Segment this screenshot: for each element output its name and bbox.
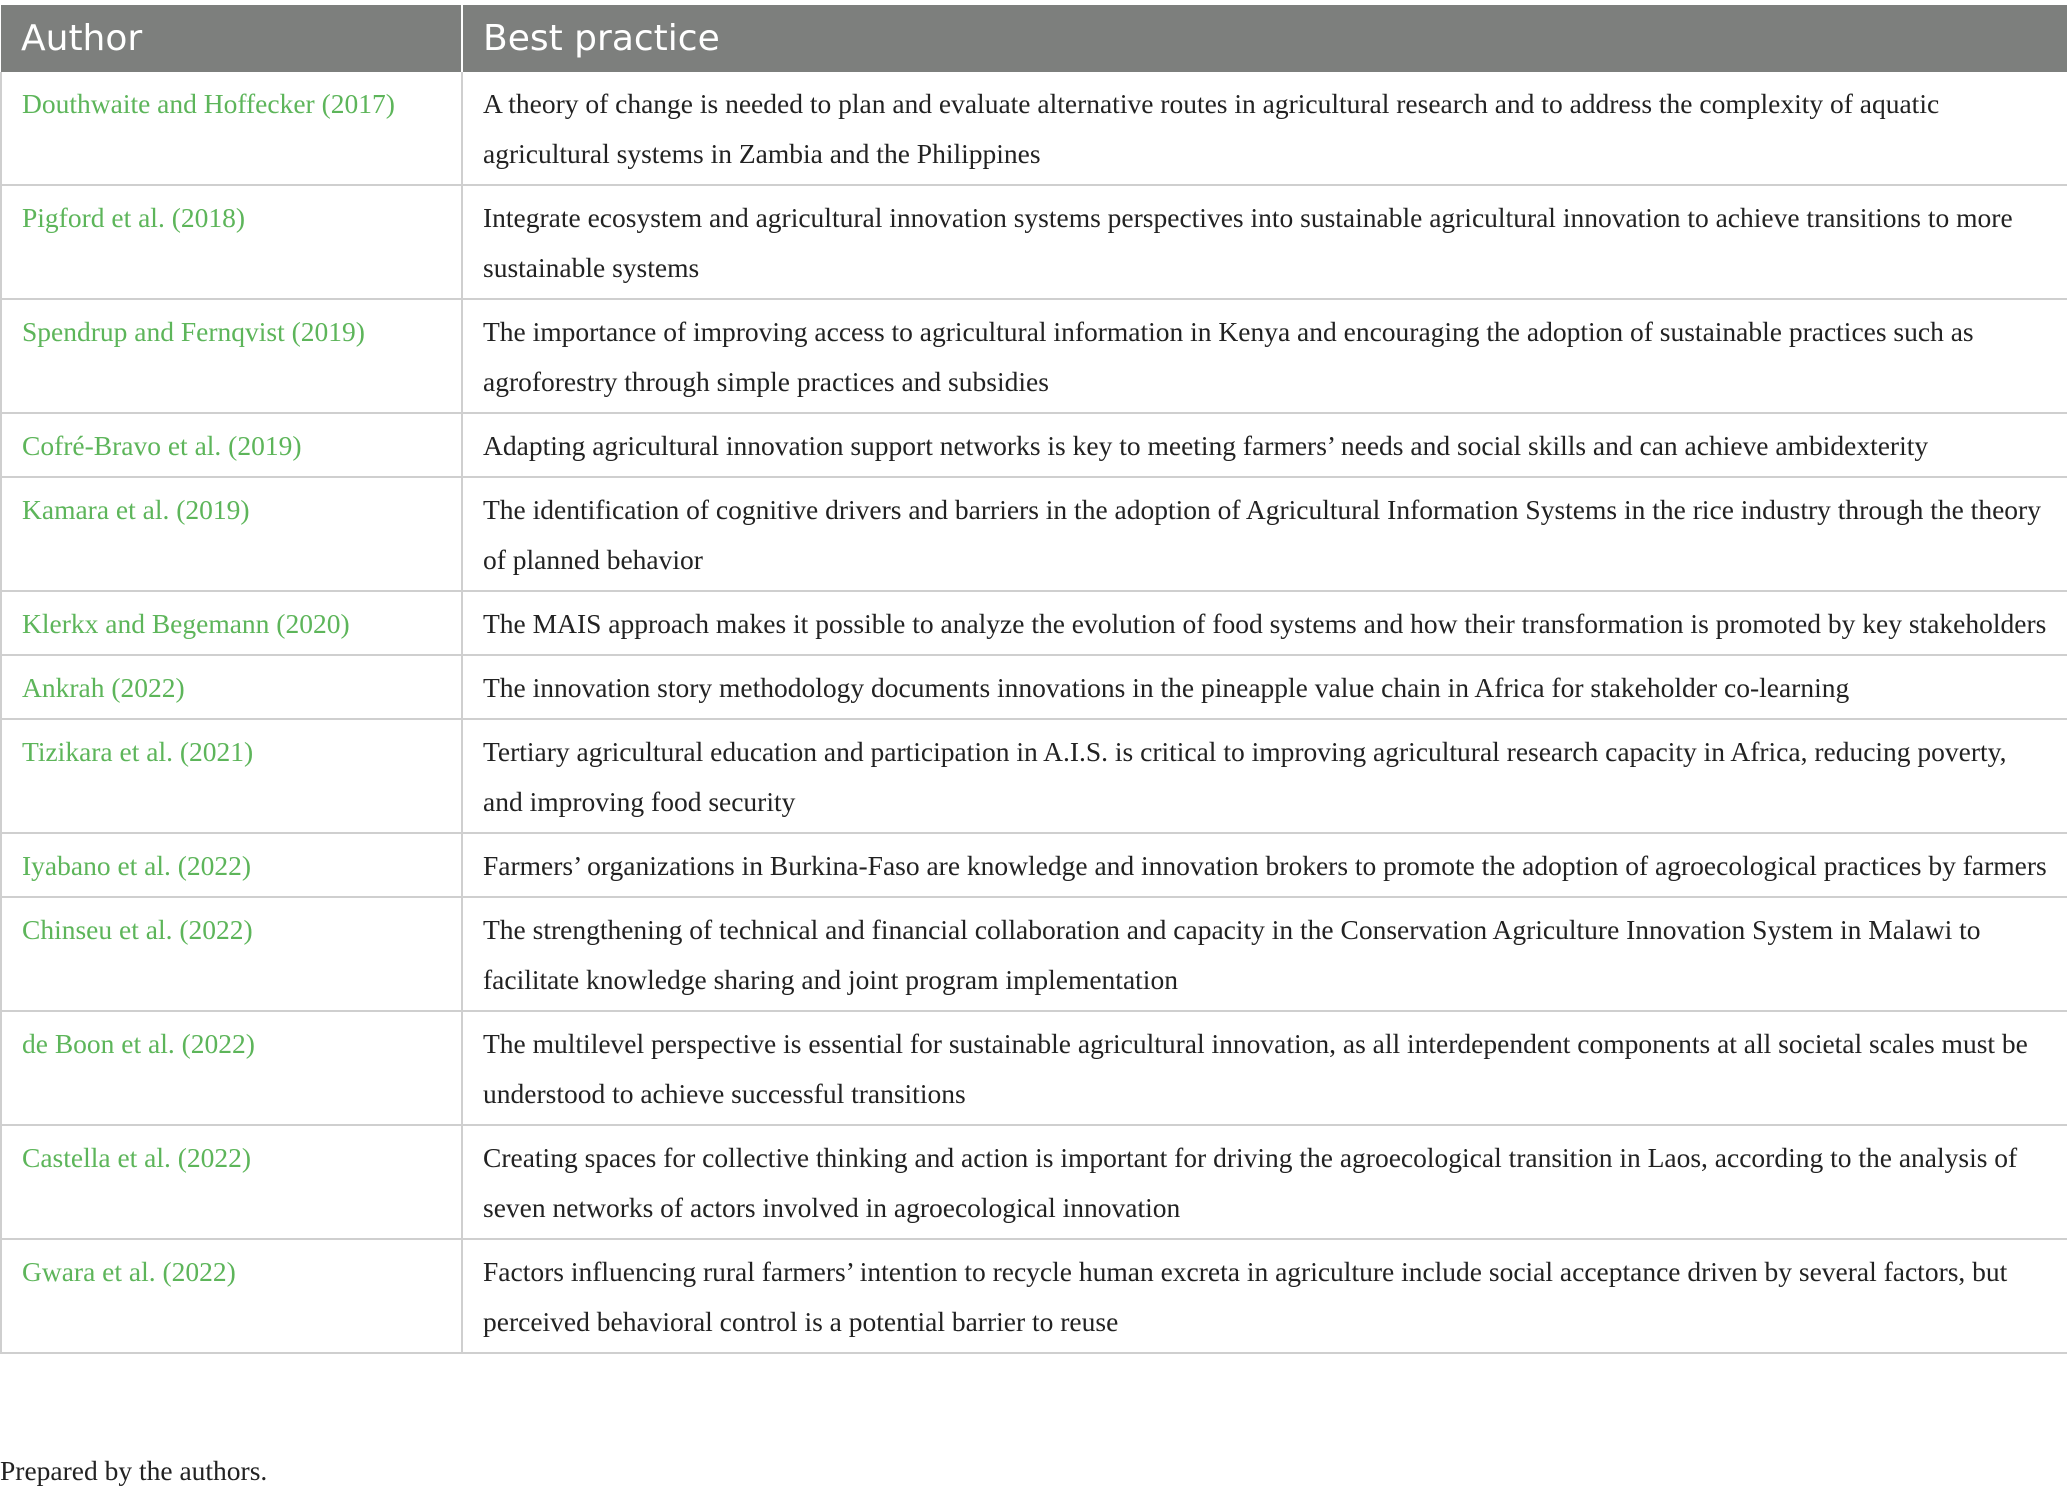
practice-cell: The MAIS approach makes it possible to analyze the evolution of food systems and how their transformation is promoted by key stakeholders: [462, 591, 2067, 655]
author-link[interactable]: Tizikara et al. (2021): [22, 736, 254, 767]
column-header-best-practice: Best practice: [462, 5, 2067, 72]
practice-cell: Factors influencing rural farmers’ intention to recycle human excreta in agriculture include social acceptance driven by several factors, but perceived behavioral control is a potential barrier to reuse: [462, 1239, 2067, 1353]
practice-cell: Farmers’ organizations in Burkina-Faso are knowledge and innovation brokers to promote the adoption of agroecological practices by farmers: [462, 833, 2067, 897]
table-footnote: Prepared by the authors.: [0, 1455, 268, 1486]
table-row: [1, 185, 2067, 299]
practice-cell: Creating spaces for collective thinking and action is important for driving the agroecological transition in Laos, according to the analysis of seven networks of actors involved in agroecological innovation: [462, 1125, 2067, 1239]
author-link[interactable]: Douthwaite and Hoffecker (2017): [22, 88, 395, 119]
author-cell: [1, 185, 462, 299]
table-row: [1, 413, 2067, 477]
author-cell: [1, 655, 462, 719]
author-cell: [1, 72, 462, 185]
practice-cell: Integrate ecosystem and agricultural innovation systems perspectives into sustainable agricultural innovation to achieve transitions to more sustainable systems: [462, 185, 2067, 299]
author-cell: [1, 1125, 462, 1239]
author-link[interactable]: Cofré-Bravo et al. (2019): [22, 430, 302, 461]
practice-cell: Tertiary agricultural education and participation in A.I.S. is critical to improving agricultural research capacity in Africa, reducing poverty, and improving food security: [462, 719, 2067, 833]
author-link[interactable]: Castella et al. (2022): [22, 1142, 252, 1173]
author-cell: [1, 413, 462, 477]
table-row: [1, 299, 2067, 413]
author-link[interactable]: Iyabano et al. (2022): [22, 850, 252, 881]
practice-cell: The importance of improving access to agricultural information in Kenya and encouraging the adoption of sustainable practices such as agroforestry through simple practices and subsidies: [462, 299, 2067, 413]
practice-cell: Adapting agricultural innovation support networks is key to meeting farmers’ needs and social skills and can achieve ambidexterity: [462, 413, 2067, 477]
table-row: [1, 897, 2067, 1011]
author-link[interactable]: Chinseu et al. (2022): [22, 914, 253, 945]
author-link[interactable]: Klerkx and Begemann (2020): [22, 608, 350, 639]
author-cell: [1, 477, 462, 591]
column-header-author: Author: [1, 5, 462, 72]
table-row: [1, 1011, 2067, 1125]
author-cell: [1, 1011, 462, 1125]
table-row: [1, 72, 2067, 185]
best-practices-table-container: [0, 5, 2067, 1354]
author-link[interactable]: de Boon et al. (2022): [22, 1028, 255, 1059]
best-practices-table: [0, 5, 2067, 1354]
practice-cell: The strengthening of technical and financial collaboration and capacity in the Conservation Agriculture Innovation System in Malawi to facilitate knowledge sharing and joint program implementation: [462, 897, 2067, 1011]
author-cell: [1, 299, 462, 413]
table-row: [1, 655, 2067, 719]
author-link[interactable]: Kamara et al. (2019): [22, 494, 250, 525]
table-row: [1, 1125, 2067, 1239]
table-row: [1, 833, 2067, 897]
author-cell: [1, 591, 462, 655]
practice-cell: A theory of change is needed to plan and evaluate alternative routes in agricultural research and to address the complexity of aquatic agricultural systems in Zambia and the Philippines: [462, 72, 2067, 185]
table-row: [1, 719, 2067, 833]
table-header: [1, 5, 2067, 72]
author-link[interactable]: Ankrah (2022): [22, 672, 185, 703]
table-row: [1, 477, 2067, 591]
table-row: [1, 1239, 2067, 1353]
author-cell: [1, 719, 462, 833]
practice-cell: The identification of cognitive drivers and barriers in the adoption of Agricultural Information Systems in the rice industry through the theory of planned behavior: [462, 477, 2067, 591]
table-body: [1, 72, 2067, 1353]
author-cell: [1, 833, 462, 897]
author-cell: [1, 897, 462, 1011]
author-link[interactable]: Gwara et al. (2022): [22, 1256, 236, 1287]
table-row: [1, 591, 2067, 655]
author-cell: [1, 1239, 462, 1353]
practice-cell: The innovation story methodology documents innovations in the pineapple value chain in Africa for stakeholder co-learning: [462, 655, 2067, 719]
author-link[interactable]: Pigford et al. (2018): [22, 202, 246, 233]
practice-cell: The multilevel perspective is essential for sustainable agricultural innovation, as all interdependent components at all societal scales must be understood to achieve successful transitions: [462, 1011, 2067, 1125]
author-link[interactable]: Spendrup and Fernqvist (2019): [22, 316, 365, 347]
header-row: [1, 5, 2067, 72]
